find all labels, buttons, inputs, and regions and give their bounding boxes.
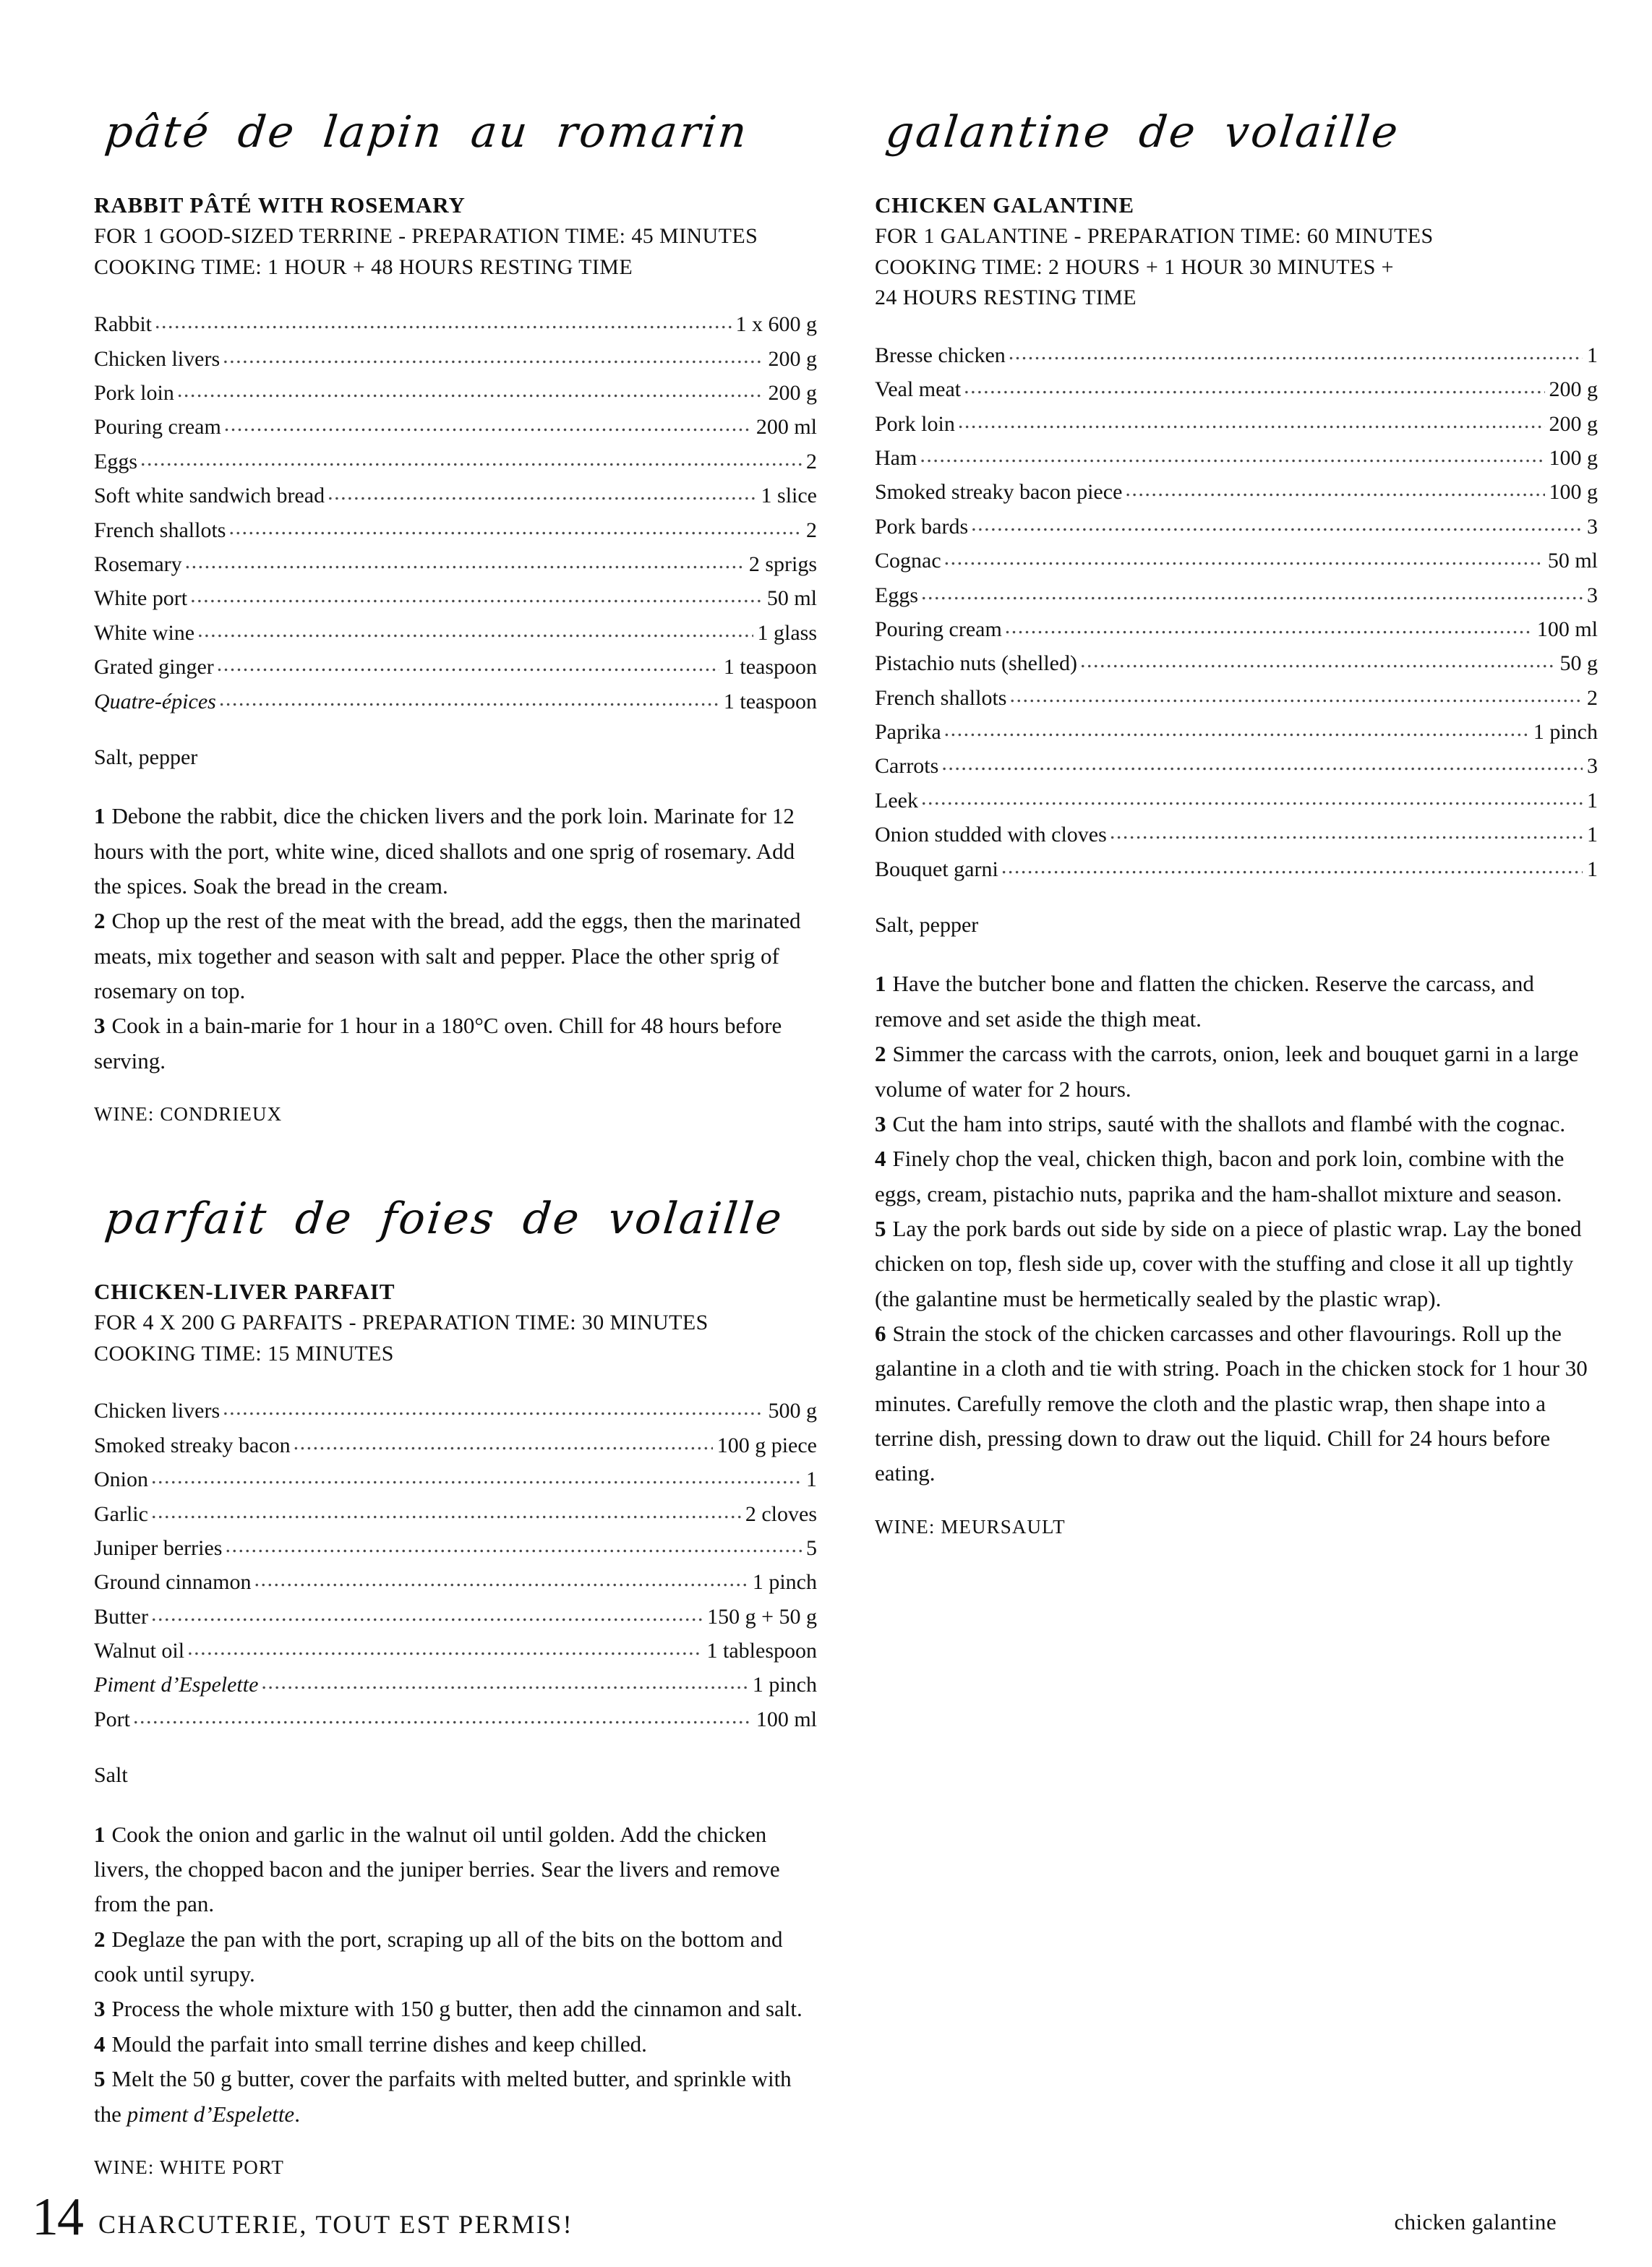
- step-text: Simmer the carcass with the carrots, onion, leek and bouquet garni in a large volume of water for 2 hours.: [875, 1041, 1579, 1102]
- ingredient-quantity: 1 tablespoon: [706, 1639, 817, 1663]
- ingredient-list: [94, 1394, 817, 1736]
- ingredient-row: [94, 307, 817, 341]
- dot-leader: [920, 438, 1544, 472]
- method-step: [875, 1212, 1598, 1316]
- step-number: 2: [875, 1041, 886, 1067]
- ingredient-row: [94, 1565, 817, 1599]
- ingredient-quantity: 1 glass: [757, 620, 817, 645]
- ingredient-row: [94, 650, 817, 684]
- step-text: Chop up the rest of the meat with the bread, add the eggs, then the marinated meats, mix together and season with salt and pepper. Place the other sprig of rosemary on top.: [94, 908, 801, 1004]
- ingredient-row: [875, 646, 1598, 680]
- ingredient-list: [94, 307, 817, 719]
- dot-leader: [217, 647, 719, 681]
- ingredient-row: [94, 1497, 817, 1531]
- step-number: 2: [94, 908, 106, 934]
- ingredient-row: [94, 513, 817, 547]
- ingredient-quantity: 100 ml: [1536, 617, 1598, 641]
- dot-leader: [197, 613, 753, 647]
- recipe-chicken-galantine: [875, 108, 1598, 1538]
- step-number: 1: [94, 1821, 106, 1847]
- recipe-chicken-liver-parfait: [94, 1195, 817, 2179]
- ingredient-quantity: 200 g: [768, 346, 817, 371]
- method-steps: [94, 799, 817, 1079]
- dot-leader: [185, 544, 745, 578]
- dot-leader: [228, 510, 802, 544]
- left-column: [94, 108, 817, 2186]
- ingredient-name: Rabbit: [94, 312, 152, 337]
- recipe-header: [875, 189, 1598, 314]
- method-step: [875, 967, 1598, 1037]
- ingredient-quantity: 50 ml: [1547, 549, 1598, 573]
- ingredient-row: [875, 372, 1598, 406]
- method-step: [94, 904, 817, 1008]
- dot-leader: [941, 746, 1583, 780]
- dot-leader: [190, 578, 763, 612]
- dot-leader: [223, 339, 763, 373]
- recipe-script-title: parfait de foies de volaille: [102, 1194, 787, 1245]
- ingredient-quantity: 1 teaspoon: [723, 655, 817, 680]
- ingredient-name: French shallots: [875, 685, 1007, 710]
- wine-pairing: WINE: WHITE PORT: [94, 2156, 284, 2178]
- ingredient-name: Ground cinnamon: [94, 1570, 252, 1595]
- ingredient-name: Butter: [94, 1604, 148, 1629]
- dot-leader: [254, 1562, 748, 1596]
- step-text: Lay the pork bards out side by side on a piece of plastic wrap. Lay the boned chicken on top, flesh side up, cover with the stuffing and close it all up tightly (the galantine must be hermetically sealed by the plastic wrap).: [875, 1215, 1582, 1311]
- recipe-name: RABBIT PÂTÉ WITH ROSEMARY: [94, 192, 466, 218]
- dot-leader: [328, 476, 756, 510]
- ingredient-quantity: 2: [1587, 685, 1598, 710]
- ingredient-quantity: 2 sprigs: [748, 552, 817, 576]
- ingredient-row: [94, 445, 817, 479]
- method-steps: [94, 1817, 817, 2132]
- ingredient-name: Eggs: [94, 449, 137, 473]
- recipe-meta-line: 24 HOURS RESTING TIME: [875, 286, 1137, 310]
- dot-leader: [958, 404, 1545, 438]
- step-text: Process the whole mixture with 150 g butter, then add the cinnamon and salt.: [111, 1996, 803, 2022]
- page-columns: [94, 107, 1598, 2186]
- ingredient-name: Eggs: [875, 583, 918, 607]
- ingredient-name: Chicken livers: [94, 1399, 221, 1423]
- ingredient-name: Port: [94, 1707, 131, 1731]
- ingredient-row: [94, 685, 817, 719]
- recipe-meta-line: COOKING TIME: 1 HOUR + 48 HOURS RESTING TIME: [94, 254, 633, 279]
- step-number: 5: [94, 2066, 106, 2092]
- dot-leader: [140, 442, 802, 476]
- dot-leader: [1080, 643, 1556, 677]
- ingredient-quantity: 200 g: [768, 380, 817, 405]
- dot-leader: [294, 1426, 713, 1460]
- ingredient-quantity: 1: [1587, 857, 1598, 881]
- ingredient-row: [875, 852, 1598, 886]
- step-number: 3: [94, 1013, 106, 1039]
- method-step: [94, 1817, 817, 1922]
- ingredient-row: [94, 342, 817, 376]
- ingredient-quantity: 1 pinch: [752, 1570, 817, 1595]
- dot-leader: [219, 682, 719, 716]
- recipe-script-title: pâté de lapin au romarin: [102, 107, 751, 158]
- ingredient-row: [94, 1394, 817, 1428]
- ingredient-quantity: 50 g: [1559, 651, 1598, 676]
- step-text: Cut the ham into strips, sauté with the shallots and flambé with the cognac.: [892, 1110, 1566, 1136]
- step-text: Have the butcher bone and flatten the chicken. Reserve the carcass, and remove and set aside the thigh meat.: [875, 971, 1534, 1032]
- ingredient-quantity: 1 pinch: [752, 1673, 817, 1697]
- ingredient-row: [94, 1428, 817, 1462]
- ingredient-row: [94, 1702, 817, 1736]
- ingredient-row: [875, 407, 1598, 441]
- ingredient-row: [875, 681, 1598, 715]
- ingredient-quantity: 3: [1587, 754, 1598, 779]
- ingredient-quantity: 100 ml: [756, 1707, 817, 1731]
- recipe-header: [94, 189, 817, 283]
- ingredient-name: Leek: [875, 788, 918, 813]
- method-step: [94, 1008, 817, 1079]
- recipe-rabbit-pate: [94, 108, 817, 1126]
- step-text: Strain the stock of the chicken carcasses and other flavourings. Roll up the galantine in a cloth and tie with string. Poach in the chicken stock for 1 hour 30 minutes. Carefully remove the cloth and the plastic wrap, then shape into a terrine dish, pressing down to draw out the liquid. Chill for 24 hours before eating.: [875, 1321, 1588, 1486]
- ingredient-row: [94, 1600, 817, 1634]
- ingredient-name: Grated ginger: [94, 655, 214, 680]
- ingredient-quantity: 200 g: [1549, 377, 1598, 402]
- ingredient-row: [875, 784, 1598, 818]
- ingredient-row: [94, 547, 817, 581]
- ingredient-quantity: 2: [806, 449, 817, 473]
- step-number: 2: [94, 1926, 106, 1952]
- step-number: 6: [875, 1321, 886, 1347]
- wine-pairing: WINE: MEURSAULT: [875, 1515, 1066, 1538]
- ingredient-quantity: 2 cloves: [745, 1501, 817, 1526]
- ingredient-row: [875, 578, 1598, 612]
- ingredient-row: [94, 410, 817, 444]
- step-text: Deglaze the pan with the port, scraping up all of the bits on the bottom and cook until syrupy.: [94, 1926, 783, 1987]
- step-number: 4: [875, 1146, 886, 1172]
- ingredient-quantity: 1: [806, 1467, 817, 1492]
- dot-leader: [1009, 335, 1583, 369]
- ingredient-list: [875, 338, 1598, 886]
- dot-leader: [944, 712, 1529, 746]
- dot-leader: [133, 1700, 752, 1734]
- dot-leader: [155, 304, 732, 338]
- ingredient-row: [94, 1531, 817, 1565]
- ingredient-name: French shallots: [94, 518, 226, 542]
- step-number: 5: [875, 1215, 886, 1241]
- ingredient-quantity: 150 g + 50 g: [707, 1604, 817, 1629]
- ingredient-name: Onion studded with cloves: [875, 823, 1107, 847]
- dot-leader: [151, 1494, 741, 1528]
- ingredient-quantity: 3: [1587, 514, 1598, 539]
- ingredient-footer: Salt, pepper: [94, 745, 198, 769]
- ingredient-row: [875, 544, 1598, 578]
- wine-pairing: WINE: CONDRIEUX: [94, 1103, 283, 1126]
- page-number: 14: [32, 2187, 82, 2247]
- running-head-right: chicken galantine: [1394, 2209, 1557, 2234]
- step-text: Cook the onion and garlic in the walnut oil until golden. Add the chicken livers, the chopped bacon and the juniper berries. Sear the livers and remove from the pan.: [94, 1821, 780, 1917]
- dot-leader: [261, 1665, 748, 1699]
- recipe-name: CHICKEN-LIVER PARFAIT: [94, 1279, 395, 1305]
- ingredient-quantity: 1 x 600 g: [735, 312, 817, 337]
- dot-leader: [187, 1631, 702, 1665]
- method-step: [875, 1141, 1598, 1212]
- recipe-meta-line: FOR 1 GALANTINE - PREPARATION TIME: 60 MINUTES: [875, 224, 1434, 249]
- step-number: 1: [875, 971, 886, 997]
- ingredient-name: Walnut oil: [94, 1639, 185, 1663]
- recipe-header: [94, 1276, 817, 1369]
- dot-leader: [151, 1597, 703, 1631]
- dot-leader: [1001, 849, 1583, 883]
- ingredient-quantity: 1: [1587, 823, 1598, 847]
- ingredient-row: [94, 1462, 817, 1496]
- dot-leader: [921, 781, 1583, 815]
- ingredient-row: [875, 475, 1598, 509]
- dot-leader: [964, 369, 1544, 403]
- ingredient-quantity: 100 g: [1549, 480, 1598, 505]
- ingredient-quantity: 200 ml: [756, 415, 817, 440]
- method-step: [94, 799, 817, 904]
- ingredient-name: Bresse chicken: [875, 343, 1006, 367]
- ingredient-row: [875, 749, 1598, 783]
- ingredient-name: Pouring cream: [94, 415, 221, 440]
- page-footer: [0, 2144, 1652, 2267]
- step-number: 4: [94, 2031, 106, 2057]
- step-text-emphasis: piment d’Espelette: [127, 2101, 295, 2127]
- ingredient-row: [94, 1634, 817, 1668]
- ingredient-name: Soft white sandwich bread: [94, 484, 325, 508]
- dot-leader: [1005, 609, 1533, 643]
- ingredient-name: Pork loin: [94, 380, 174, 405]
- step-text-tail: .: [294, 2101, 300, 2127]
- ingredient-name: Smoked streaky bacon: [94, 1433, 291, 1457]
- chapter-title: CHARCUTERIE, TOUT EST PERMIS!: [98, 2210, 574, 2239]
- dot-leader: [921, 575, 1583, 609]
- recipe-meta-line: COOKING TIME: 2 HOURS + 1 HOUR 30 MINUTES +: [875, 254, 1394, 279]
- step-text: Debone the rabbit, dice the chicken livers and the pork loin. Marinate for 12 hours with the port, white wine, diced shallots and one sprig of rosemary. Add the spices. Soak the bread in the cream.: [94, 803, 795, 899]
- ingredient-row: [94, 616, 817, 650]
- ingredient-name: Piment d’Espelette: [94, 1673, 259, 1697]
- dot-leader: [1110, 815, 1583, 849]
- step-text: Melt the 50 g butter, cover the parfaits with melted butter, and sprinkle with the: [94, 2066, 792, 2127]
- dot-leader: [971, 507, 1583, 541]
- folio: [32, 2187, 574, 2247]
- ingredient-quantity: 1: [1587, 788, 1598, 813]
- dot-leader: [151, 1460, 802, 1494]
- ingredient-name: Veal meat: [875, 377, 962, 402]
- ingredient-name: Cognac: [875, 549, 941, 573]
- ingredient-quantity: 1 pinch: [1533, 720, 1598, 745]
- ingredient-quantity: 100 g piece: [716, 1433, 817, 1457]
- step-text: Cook in a bain-marie for 1 hour in a 180°C oven. Chill for 48 hours before serving.: [94, 1013, 782, 1073]
- ingredient-name: Bouquet garni: [875, 857, 998, 881]
- ingredient-name: Pistachio nuts (shelled): [875, 651, 1077, 676]
- step-text: Mould the parfait into small terrine dishes and keep chilled.: [111, 2031, 647, 2057]
- ingredient-name: Carrots: [875, 754, 939, 779]
- method-step: [875, 1316, 1598, 1491]
- ingredient-name: Pork bards: [875, 514, 969, 539]
- step-text: Finely chop the veal, chicken thigh, bacon and pork loin, combine with the eggs, cream, pistachio nuts, paprika and the ham-shallot mixture and season.: [875, 1146, 1565, 1207]
- ingredient-name: Paprika: [875, 720, 941, 745]
- method-step: [94, 1992, 817, 2026]
- method-step: [875, 1107, 1598, 1141]
- right-column: [875, 108, 1598, 1546]
- ingredient-row: [875, 715, 1598, 749]
- dot-leader: [944, 541, 1544, 575]
- method-step: [94, 2062, 817, 2132]
- ingredient-name: Pork loin: [875, 411, 955, 436]
- ingredient-row: [875, 612, 1598, 646]
- ingredient-quantity: 1 slice: [761, 484, 817, 508]
- method-step: [94, 1922, 817, 1992]
- ingredient-name: Ham: [875, 445, 917, 470]
- ingredient-row: [875, 338, 1598, 372]
- recipe-name: CHICKEN GALANTINE: [875, 192, 1134, 218]
- ingredient-name: Garlic: [94, 1501, 148, 1526]
- dot-leader: [1125, 472, 1544, 506]
- ingredient-row: [94, 581, 817, 615]
- ingredient-row: [875, 818, 1598, 852]
- ingredient-quantity: 3: [1587, 583, 1598, 607]
- method-step: [94, 2027, 817, 2062]
- dot-leader: [223, 1391, 763, 1425]
- ingredient-name: Juniper berries: [94, 1535, 223, 1560]
- ingredient-quantity: 500 g: [768, 1399, 817, 1423]
- ingredient-name: Pouring cream: [875, 617, 1002, 641]
- ingredient-row: [875, 441, 1598, 475]
- ingredient-footer: Salt, pepper: [875, 913, 979, 938]
- ingredient-name: White port: [94, 586, 188, 611]
- ingredient-name: Chicken livers: [94, 346, 221, 371]
- ingredient-row: [94, 1668, 817, 1702]
- ingredient-row: [875, 510, 1598, 544]
- ingredient-quantity: 1 teaspoon: [723, 689, 817, 713]
- step-number: 1: [94, 803, 106, 829]
- ingredient-quantity: 2: [806, 518, 817, 542]
- step-number: 3: [875, 1110, 886, 1136]
- ingredient-name: Quatre-épices: [94, 689, 216, 713]
- dot-leader: [177, 373, 764, 407]
- dot-leader: [1009, 678, 1583, 712]
- ingredient-name: Smoked streaky bacon piece: [875, 480, 1123, 505]
- method-step: [875, 1037, 1598, 1107]
- ingredient-name: Rosemary: [94, 552, 182, 576]
- ingredient-row: [94, 479, 817, 513]
- method-steps: [875, 967, 1598, 1491]
- ingredient-quantity: 50 ml: [766, 586, 817, 611]
- recipe-script-title: galantine de volaille: [883, 107, 1403, 158]
- dot-leader: [224, 407, 752, 441]
- ingredient-quantity: 1: [1587, 343, 1598, 367]
- recipe-meta-line: COOKING TIME: 15 MINUTES: [94, 1341, 394, 1366]
- dot-leader: [225, 1528, 802, 1562]
- ingredient-name: Onion: [94, 1467, 148, 1492]
- ingredient-row: [94, 376, 817, 410]
- recipe-meta-line: FOR 4 X 200 G PARFAITS - PREPARATION TIME: 30 MINUTES: [94, 1311, 709, 1335]
- step-number: 3: [94, 1996, 106, 2022]
- ingredient-quantity: 100 g: [1549, 445, 1598, 470]
- ingredient-footer: Salt: [94, 1763, 128, 1788]
- ingredient-quantity: 5: [806, 1535, 817, 1560]
- recipe-meta-line: FOR 1 GOOD-SIZED TERRINE - PREPARATION TIME: 45 MINUTES: [94, 224, 758, 249]
- ingredient-name: White wine: [94, 620, 195, 645]
- ingredient-quantity: 200 g: [1549, 411, 1598, 436]
